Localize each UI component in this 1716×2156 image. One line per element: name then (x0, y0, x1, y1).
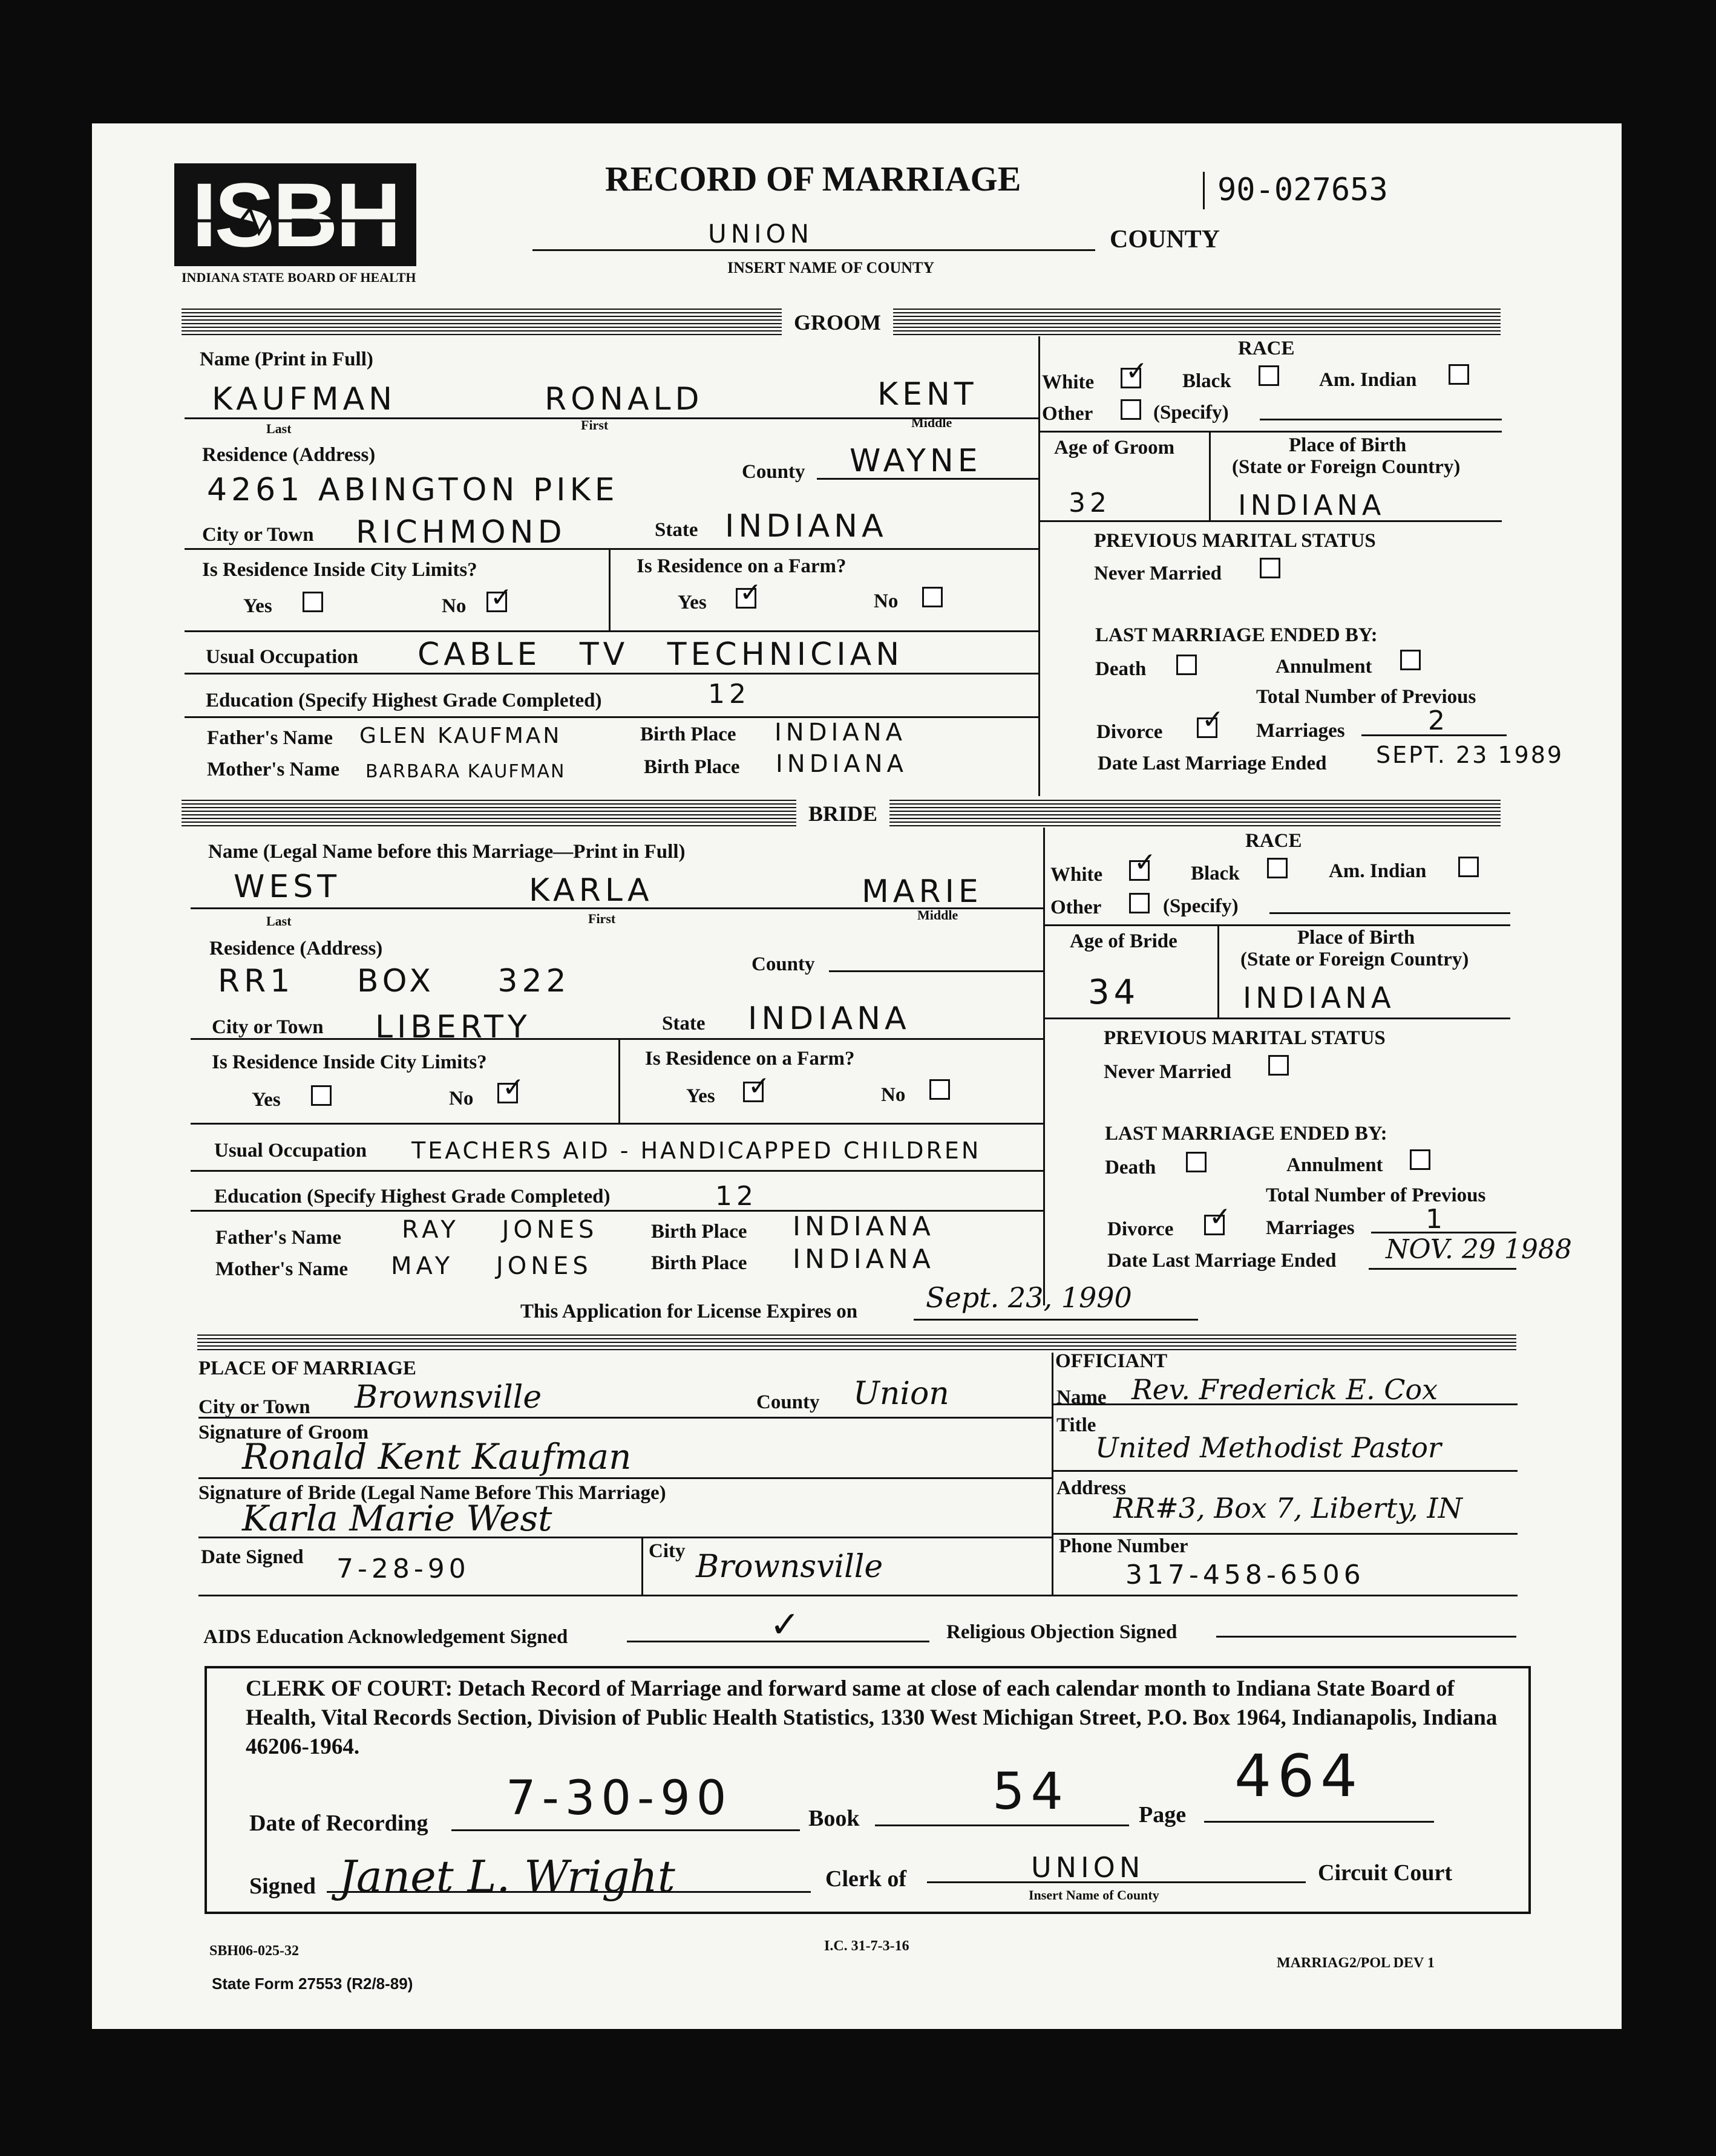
groom-city: RICHMOND (356, 514, 566, 550)
groom-age-bottom-line (1038, 520, 1502, 522)
officiant-name-line (1052, 1403, 1518, 1405)
bride-name-label: Name (Legal Name before this Marriage—Print in Full) (208, 841, 686, 863)
marriage-county: Union (853, 1376, 949, 1412)
bride-age-label: Age of Bride (1070, 930, 1177, 952)
groom-mother-birth-label: Birth Place (644, 756, 740, 778)
groom-residence-label: Residence (Address) (202, 444, 376, 466)
groom-farm-label: Is Residence on a Farm? (637, 555, 847, 577)
groom-age-divider (1209, 431, 1211, 521)
bride-prev-status-title: PREVIOUS MARITAL STATUS (1104, 1027, 1386, 1049)
bride-farm-yes-checkmark: ✓ (748, 1071, 770, 1102)
groom-last-name: KAUFMAN (212, 381, 397, 417)
groom-father-birth-label: Birth Place (640, 724, 736, 745)
officiant-title: OFFICIANT (1055, 1350, 1168, 1372)
marriage-section-band (197, 1334, 1516, 1353)
bride-age: 34 (1088, 973, 1140, 1012)
marriage-city: Brownsville (355, 1379, 542, 1416)
bride-mother: MAY JONES (391, 1252, 592, 1280)
groom-city-label: City or Town (202, 524, 314, 546)
book-value: 54 (992, 1762, 1069, 1821)
bride-last-marriage-title: LAST MARRIAGE ENDED BY: (1105, 1123, 1387, 1145)
clerk-of-label: Clerk of (825, 1866, 907, 1892)
marriage-county-label: County (756, 1391, 820, 1413)
marriage-city-label: City or Town (198, 1396, 310, 1418)
bride-city-label: City or Town (212, 1016, 324, 1038)
groom-father-birth: INDIANA (774, 719, 906, 746)
bride-white-checkmark: ✓ (1134, 847, 1156, 878)
groom-section-title: GROOM (782, 309, 893, 336)
bride-pob-sub: (State or Foreign Country) (1240, 949, 1469, 970)
bride-first-name: KARLA (529, 872, 653, 909)
bride-limits-divider (618, 1038, 620, 1123)
bride-state-label: State (662, 1013, 706, 1034)
logo-caption: INDIANA STATE BOARD OF HEALTH (182, 270, 416, 285)
groom-state-label: State (655, 519, 698, 541)
bride-mother-birth-label: Birth Place (651, 1252, 747, 1274)
bride-specify-label: (Specify) (1163, 895, 1239, 917)
bride-date-last: NOV. 29 1988 (1386, 1234, 1572, 1265)
clerk-of-value: UNION (1031, 1851, 1145, 1884)
bride-city-yes-label: Yes (252, 1089, 281, 1111)
groom-residence: 4261 ABINGTON PIKE (207, 472, 619, 508)
groom-black-label: Black (1182, 370, 1231, 392)
bride-other-checkbox[interactable] (1129, 893, 1150, 913)
bride-inside-city-label: Is Residence Inside City Limits? (212, 1051, 487, 1073)
bride-age-divider (1217, 924, 1219, 1019)
groom-date-last: SEPT. 23 1989 (1376, 742, 1564, 768)
groom-farm-yes-checkmark: ✓ (739, 577, 762, 608)
groom-marriages-label: Marriages (1256, 720, 1345, 742)
bride-never-married-label: Never Married (1104, 1061, 1232, 1083)
bride-city-no-label: No (449, 1088, 474, 1109)
groom-mother-label: Mother's Name (207, 759, 340, 780)
circuit-court-label: Circuit Court (1318, 1860, 1452, 1886)
groom-age-label: Age of Groom (1054, 437, 1175, 459)
license-expires-line (914, 1319, 1198, 1321)
groom-city-yes-checkbox[interactable] (303, 592, 323, 612)
groom-city-no-label: No (442, 595, 467, 617)
marriage-bottom-line (198, 1595, 1518, 1596)
groom-mother: BARBARA KAUFMAN (365, 761, 566, 782)
bride-white-label: White (1050, 864, 1103, 886)
page-title: RECORD OF MARRIAGE (605, 159, 1021, 198)
bride-occupation-line (191, 1170, 1043, 1172)
groom-middle-caption: Middle (911, 415, 952, 430)
groom-occupation-line (185, 673, 1038, 675)
groom-white-label: White (1042, 371, 1095, 393)
groom-inside-city-label: Is Residence Inside City Limits? (202, 559, 477, 581)
officiant-phone-label: Phone Number (1059, 1535, 1188, 1557)
date-recording-line (451, 1829, 800, 1831)
officiant-title-label: Title (1056, 1414, 1096, 1436)
groom-occupation: CABLE TV TECHNICIAN (418, 636, 904, 673)
groom-name-label: Name (Print in Full) (200, 348, 373, 370)
book-label: Book (808, 1806, 860, 1831)
bride-father: RAY JONES (402, 1216, 598, 1244)
groom-education-line (185, 716, 1038, 718)
groom-death-label: Death (1095, 658, 1147, 680)
groom-residence-divider (185, 548, 1038, 550)
bride-father-birth: INDIANA (793, 1211, 935, 1242)
groom-farm-no-checkbox[interactable] (922, 587, 943, 607)
officiant-address-label: Address (1056, 1477, 1126, 1499)
bride-race-title: RACE (1245, 830, 1302, 852)
date-signed-label: Date Signed (201, 1546, 304, 1568)
bride-occupation-label: Usual Occupation (214, 1140, 367, 1161)
officiant-address: RR#3, Box 7, Liberty, IN (1113, 1492, 1462, 1524)
clerk-instructions: CLERK OF COURT: Detach Record of Marriage and forward same at close of each calendar month to Indiana State Board of Health, Vital Records Section, Division of Public Health Statistics, 1330 West Michigan Street, P.O. Box 1964, Indianapolis, Indiana 46206-1964. (246, 1676, 1498, 1759)
religious-objection-line (1216, 1636, 1516, 1638)
groom-annulment-label: Annulment (1276, 656, 1372, 678)
groom-limits-divider (609, 548, 611, 630)
clerk-signed-line (327, 1891, 811, 1893)
officiant-title-value: United Methodist Pastor (1095, 1431, 1441, 1464)
officiant-name: Rev. Frederick E. Cox (1131, 1373, 1438, 1406)
groom-first-name: RONALD (545, 381, 704, 417)
form-code: SBH06-025-32 (209, 1943, 300, 1959)
groom-race-divider (1038, 431, 1502, 433)
record-number: 90-027653 (1217, 172, 1388, 208)
bride-pob-label: Place of Birth (1297, 927, 1415, 949)
groom-father-label: Father's Name (207, 727, 333, 749)
place-of-marriage-title: PLACE OF MARRIAGE (198, 1357, 416, 1379)
state-form: State Form 27553 (R2/8-89) (212, 1975, 413, 1993)
bride-city-no-checkmark: ✓ (502, 1072, 525, 1103)
groom-marriages: 2 (1428, 705, 1449, 736)
bride-father-label: Father's Name (215, 1227, 342, 1249)
county-caption: INSERT NAME OF COUNTY (727, 259, 935, 276)
bride-father-birth-label: Birth Place (651, 1221, 747, 1243)
bride-middle-caption: Middle (917, 907, 958, 923)
groom-signature-label: Signature of Groom (198, 1422, 369, 1443)
bride-death-label: Death (1105, 1157, 1156, 1178)
groom-father: GLEN KAUFMAN (359, 724, 562, 748)
bride-name-line (191, 907, 1043, 909)
groom-race-title: RACE (1238, 338, 1295, 359)
license-expires-label: This Application for License Expires on (520, 1301, 858, 1322)
bride-county-line (829, 970, 1043, 972)
revision-code: MARRIAG2/POL DEV 1 (1277, 1955, 1435, 1971)
groom-state: INDIANA (725, 508, 888, 544)
bride-signature: Karla Marie West (242, 1498, 552, 1539)
officiant-name-label: Name (1056, 1387, 1107, 1408)
groom-column-divider (1038, 336, 1040, 796)
groom-signature: Ronald Kent Kaufman (242, 1436, 632, 1477)
groom-education: 12 (708, 679, 750, 710)
groom-middle-name: KENT (877, 376, 978, 413)
clerk-signature: Janet L. Wright (339, 1851, 675, 1902)
page-line (1204, 1821, 1434, 1823)
groom-mother-birth: INDIANA (776, 750, 908, 778)
bride-state: INDIANA (748, 1001, 911, 1037)
groom-name-line (185, 417, 1038, 419)
groom-am-indian-checkbox[interactable] (1449, 364, 1469, 385)
bride-death-checkbox[interactable] (1186, 1152, 1207, 1172)
groom-white-checkmark: ✓ (1125, 356, 1148, 387)
officiant-phone: 317-458-6506 (1125, 1560, 1365, 1590)
groom-total-prev-label: Total Number of Previous (1256, 686, 1476, 708)
bride-marriages: 1 (1426, 1204, 1447, 1235)
bride-divorce-label: Divorce (1107, 1218, 1174, 1240)
page-label: Page (1139, 1802, 1187, 1828)
groom-occupation-label: Usual Occupation (206, 646, 359, 668)
bride-section-title: BRIDE (796, 800, 889, 828)
marriage-city2-label: City (649, 1540, 686, 1562)
groom-other-label: Other (1042, 403, 1093, 425)
bride-farm-yes-label: Yes (686, 1085, 715, 1107)
heartbeat-line-icon (174, 206, 416, 236)
bride-total-prev-label: Total Number of Previous (1266, 1184, 1486, 1206)
bride-farm-no-label: No (881, 1084, 906, 1106)
groom-divorce-checkmark: ✓ (1202, 704, 1224, 735)
date-recording: 7-30-90 (506, 1771, 733, 1826)
clerk-signed-label: Signed (249, 1873, 316, 1899)
bride-farm-divider (191, 1123, 1043, 1125)
bride-county-label: County (752, 953, 815, 975)
bride-divorce-checkmark: ✓ (1209, 1201, 1231, 1232)
bride-other-label: Other (1050, 897, 1102, 918)
bride-age-bottom-line (1043, 1018, 1510, 1019)
aids-ack-checkmark: ✓ (770, 1604, 801, 1646)
bride-pob: INDIANA (1243, 981, 1395, 1015)
bride-mother-label: Mother's Name (215, 1258, 349, 1280)
bride-black-checkbox[interactable] (1267, 858, 1288, 878)
officiant-address-line (1052, 1533, 1518, 1535)
groom-farm-yes-label: Yes (678, 592, 707, 613)
officiant-divider (1052, 1353, 1053, 1595)
isbh-logo (174, 163, 416, 266)
bride-black-label: Black (1191, 863, 1240, 884)
groom-county: WAYNE (850, 443, 982, 479)
record-number-bar (1203, 172, 1205, 209)
county-value: UNION (708, 219, 814, 249)
bride-annulment-label: Annulment (1286, 1154, 1383, 1176)
groom-pob-label: Place of Birth (1289, 434, 1407, 456)
groom-education-label: Education (Specify Highest Grade Completed) (206, 690, 602, 711)
clerk-of-caption: Insert Name of County (1029, 1887, 1159, 1903)
officiant-title-line (1052, 1470, 1518, 1472)
groom-specify-line (1260, 419, 1502, 420)
bride-residence: RR1 BOX 322 (218, 963, 571, 999)
bride-signature-line (198, 1537, 1052, 1538)
groom-black-checkbox[interactable] (1259, 365, 1279, 386)
groom-county-label: County (742, 461, 805, 483)
groom-farm-divider (185, 630, 1038, 632)
groom-specify-label: (Specify) (1153, 402, 1229, 423)
ic-code: I.C. 31-7-3-16 (824, 1938, 909, 1954)
groom-never-married-label: Never Married (1094, 563, 1222, 584)
bride-farm-no-checkbox[interactable] (929, 1079, 950, 1100)
bride-middle-name: MARIE (862, 874, 983, 910)
date-signed: 7-28-90 (336, 1553, 470, 1584)
groom-pob-sub: (State or Foreign Country) (1232, 456, 1461, 478)
county-label: COUNTY (1110, 226, 1220, 253)
bride-annulment-checkbox[interactable] (1410, 1149, 1430, 1170)
bride-last-caption: Last (266, 913, 292, 929)
date-recording-label: Date of Recording (249, 1811, 428, 1836)
groom-death-checkbox[interactable] (1176, 655, 1197, 675)
page-value: 464 (1234, 1742, 1364, 1810)
aids-ack-label: AIDS Education Acknowledgement Signed (203, 1626, 568, 1648)
groom-prev-status-title: PREVIOUS MARITAL STATUS (1094, 530, 1376, 552)
bride-am-indian-checkbox[interactable] (1458, 857, 1479, 877)
bride-mother-birth: INDIANA (793, 1244, 935, 1275)
bride-city-yes-checkbox[interactable] (311, 1085, 332, 1106)
groom-farm-no-label: No (874, 590, 899, 612)
book-line (875, 1824, 1129, 1826)
groom-pob: INDIANA (1238, 489, 1386, 521)
groom-city-no-checkmark: ✓ (490, 582, 513, 613)
groom-last-caption: Last (266, 421, 292, 436)
bride-first-caption: First (588, 911, 616, 926)
bride-last-name: WEST (234, 869, 341, 905)
bride-date-last-label: Date Last Marriage Ended (1107, 1250, 1337, 1272)
bride-education-label: Education (Specify Highest Grade Completed) (214, 1186, 611, 1207)
groom-last-marriage-title: LAST MARRIAGE ENDED BY: (1095, 624, 1378, 646)
clerk-of-line (927, 1881, 1306, 1883)
bride-specify-line (1269, 912, 1510, 914)
bride-marriages-label: Marriages (1266, 1217, 1355, 1239)
bride-residence-label: Residence (Address) (209, 938, 383, 959)
bride-city: LIBERTY (375, 1009, 531, 1045)
groom-am-indian-label: Am. Indian (1319, 369, 1417, 391)
groom-divorce-label: Divorce (1096, 721, 1163, 743)
county-line (532, 249, 1095, 251)
groom-first-caption: First (581, 417, 609, 433)
marriage-city2: Brownsville (696, 1549, 883, 1585)
bride-race-divider (1043, 924, 1510, 926)
marriage-city-line (198, 1417, 1052, 1419)
groom-other-checkbox[interactable] (1121, 399, 1141, 420)
religious-objection-label: Religious Objection Signed (946, 1621, 1177, 1643)
groom-annulment-checkbox[interactable] (1400, 650, 1421, 670)
bride-signature-label: Signature of Bride (Legal Name Before This Marriage) (198, 1482, 666, 1504)
bride-occupation: TEACHERS AID - HANDICAPPED CHILDREN (411, 1137, 981, 1164)
bride-am-indian-label: Am. Indian (1329, 860, 1427, 882)
bride-column-divider (1043, 828, 1045, 1305)
date-city-divider (641, 1537, 643, 1595)
groom-never-married-checkbox[interactable] (1260, 558, 1280, 578)
groom-signature-line (198, 1477, 1052, 1479)
logo-text: ISBH (191, 164, 399, 266)
groom-age: 32 (1069, 488, 1111, 518)
bride-education: 12 (715, 1181, 758, 1212)
groom-city-yes-label: Yes (243, 595, 272, 617)
groom-date-last-label: Date Last Marriage Ended (1098, 753, 1327, 774)
license-expires: Sept. 23, 1990 (926, 1281, 1132, 1314)
bride-farm-label: Is Residence on a Farm? (645, 1048, 855, 1070)
bride-date-last-line (1369, 1268, 1516, 1270)
bride-residence-divider (191, 1038, 1043, 1040)
bride-never-married-checkbox[interactable] (1268, 1055, 1289, 1076)
